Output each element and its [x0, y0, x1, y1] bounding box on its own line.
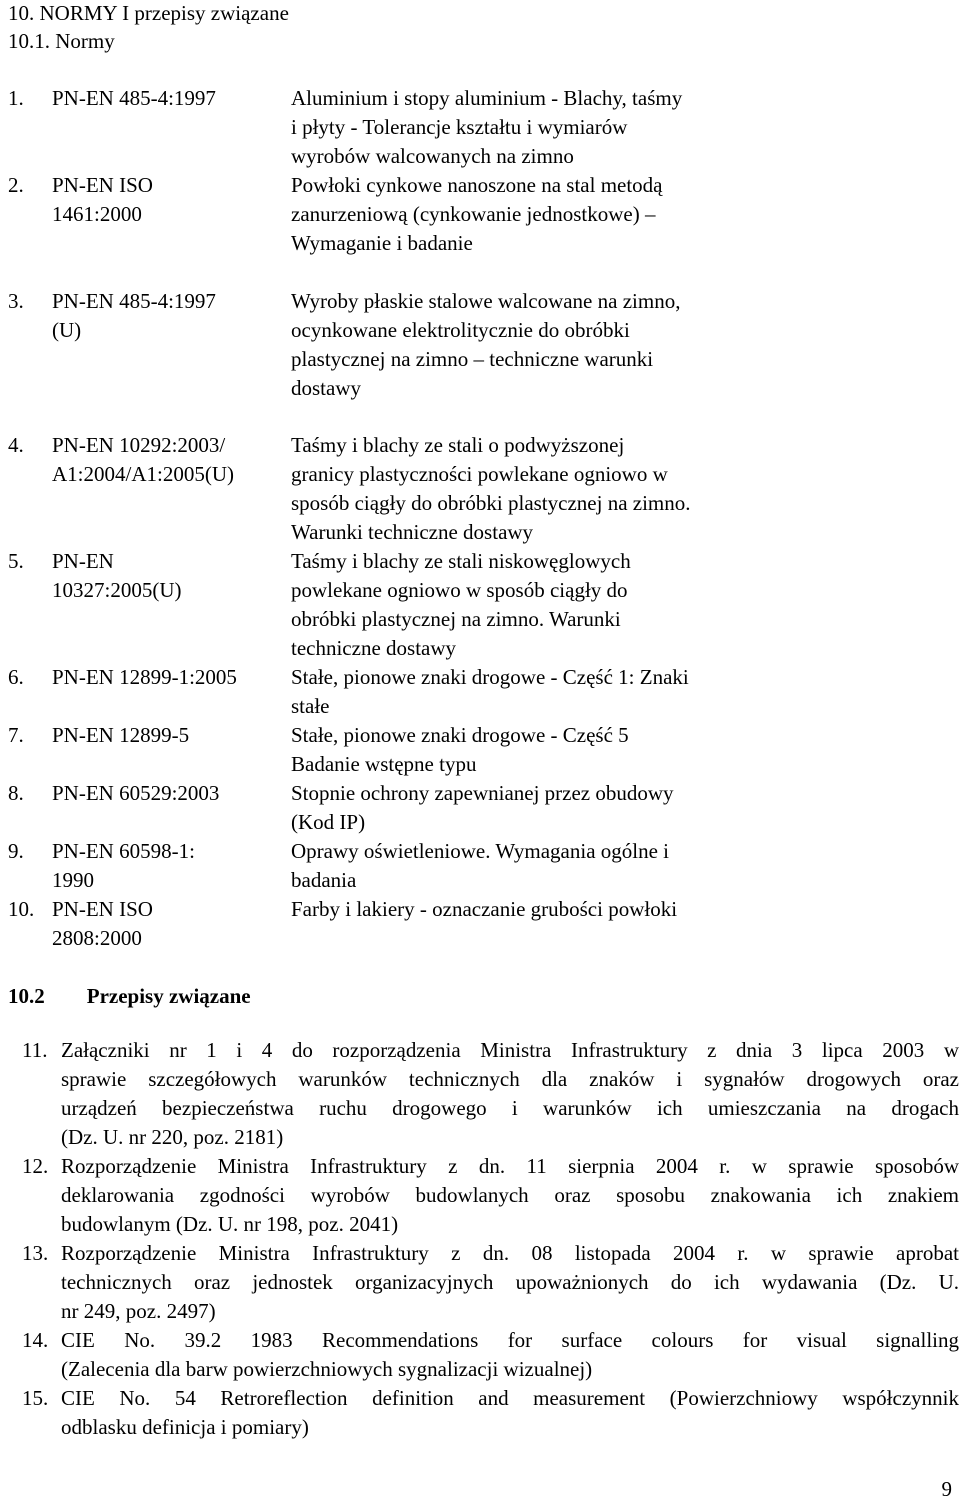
norm-number: 1. — [8, 86, 24, 110]
norm-number: 10. — [8, 897, 35, 921]
norm-description-line: Farby i lakiery - oznaczanie grubości powłoki — [291, 897, 678, 921]
norm-description-line: plastycznej na zimno – techniczne warunki — [291, 347, 654, 371]
regulation-line: Rozporządzenie Ministra Infrastruktury z dn. 08 listopada 2004 r. w sprawie aprobat — [61, 1241, 959, 1265]
norm-number: 5. — [8, 549, 24, 573]
norm-code — [52, 779, 288, 808]
subsection-title-norms: 10.1. Normy — [8, 29, 115, 53]
norm-number: 3. — [8, 289, 24, 313]
norm-code — [52, 287, 288, 345]
regulation-number: 15. — [22, 1386, 49, 1410]
norm-code-line: PN-EN 60529:2003 — [52, 781, 220, 805]
subsection-label: Przepisy związane — [86, 984, 251, 1008]
norm-description-line: zanurzeniową (cynkowanie jednostkowe) – — [291, 202, 656, 226]
norm-number: 4. — [8, 433, 24, 457]
norm-code — [52, 547, 288, 605]
regulation-line: urządzeń bezpieczeństwa ruchu drogowego i warunków ich umieszczania na drogach — [61, 1096, 959, 1120]
section-title: 10. NORMY I przepisy związane — [8, 1, 289, 25]
norm-description-line: Badanie wstępne typu — [291, 752, 477, 776]
norm-description — [291, 721, 781, 779]
norm-description-line: wyrobów walcowanych na zimno — [291, 144, 574, 168]
norm-code-line: 1990 — [52, 868, 94, 892]
norm-description — [291, 84, 781, 171]
regulation-text — [61, 1326, 959, 1384]
norm-description-line: granicy plastyczności powlekane ogniowo w — [291, 462, 668, 486]
norm-code — [52, 84, 288, 113]
regulation-line: nr 249, poz. 2497) — [61, 1299, 216, 1323]
norm-code-line: 1461:2000 — [52, 202, 142, 226]
norm-description — [291, 895, 781, 924]
norm-code-line: PN-EN — [52, 549, 114, 573]
norm-code-line: PN-EN 12899-5 — [52, 723, 190, 747]
norm-description-line: Stopnie ochrony zapewnianej przez obudowy — [291, 781, 674, 805]
norm-description-line: Powłoki cynkowe nanoszone na stal metodą — [291, 173, 663, 197]
subsection-number: 10.2 — [8, 984, 45, 1008]
norm-code-line: A1:2004/A1:2005(U) — [52, 462, 234, 486]
norm-description-line: ocynkowane elektrolitycznie do obróbki — [291, 318, 630, 342]
norm-description — [291, 663, 781, 721]
regulation-line: CIE No. 54 Retroreflection definition and measurement (Powierzchniowy współczynnik — [61, 1386, 959, 1410]
norm-description-line: Oprawy oświetleniowe. Wymagania ogólne i — [291, 839, 669, 863]
regulation-number: 13. — [22, 1241, 49, 1265]
norm-description — [291, 547, 781, 663]
norm-description-line: Taśmy i blachy ze stali niskowęglowych — [291, 549, 631, 573]
regulation-line: Rozporządzenie Ministra Infrastruktury z dn. 11 sierpnia 2004 r. w sprawie sposobów — [61, 1154, 959, 1178]
norm-description — [291, 287, 781, 403]
norm-description-line: dostawy — [291, 376, 361, 400]
regulation-line: CIE No. 39.2 1983 Recommendations for surface colours for visual signalling — [61, 1328, 959, 1352]
regulation-line: (Zalecenia dla barw powierzchniowych sygnalizacji wizualnej) — [61, 1357, 593, 1381]
norm-code — [52, 721, 288, 750]
norm-code-line: PN-EN ISO — [52, 173, 153, 197]
regulation-line: odblasku definicja i pomiary) — [61, 1415, 309, 1439]
norm-description-line: Aluminium i stopy aluminium - Blachy, taśmy — [291, 86, 683, 110]
norm-code-line: PN-EN 10292:2003/ — [52, 433, 226, 457]
norm-description-line: Stałe, pionowe znaki drogowe - Część 1: Znaki — [291, 665, 689, 689]
norm-number: 8. — [8, 781, 24, 805]
norm-code — [52, 171, 288, 229]
norm-number: 2. — [8, 173, 24, 197]
norm-description-line: stałe — [291, 694, 330, 718]
norm-code-line: PN-EN 12899-1:2005 — [52, 665, 237, 689]
regulation-number: 11. — [22, 1038, 48, 1062]
norm-code-line: 10327:2005(U) — [52, 578, 182, 602]
norm-description-line: sposób ciągły do obróbki plastycznej na zimno. — [291, 491, 691, 515]
norm-description-line: techniczne dostawy — [291, 636, 457, 660]
regulation-line: sprawie szczegółowych warunków technicznych dla znaków i sygnałów drogowych oraz — [61, 1067, 959, 1091]
norm-description-line: i płyty - Tolerancje kształtu i wymiarów — [291, 115, 628, 139]
norm-code-line: PN-EN ISO — [52, 897, 153, 921]
regulation-line: Załączniki nr 1 i 4 do rozporządzenia Ministra Infrastruktury z dnia 3 lipca 2003 w — [61, 1038, 959, 1062]
regulation-text — [61, 1036, 959, 1152]
regulation-number: 14. — [22, 1328, 49, 1352]
norm-code-line: (U) — [52, 318, 82, 342]
norm-description-line: Warunki techniczne dostawy — [291, 520, 534, 544]
norm-description-line: Wyroby płaskie stalowe walcowane na zimno, — [291, 289, 681, 313]
norm-code-line: PN-EN 485-4:1997 — [52, 86, 216, 110]
norm-description-line: powlekane ogniowo w sposób ciągły do — [291, 578, 628, 602]
norm-code-line: 2808:2000 — [52, 926, 142, 950]
subsection-title-regulations — [8, 982, 251, 1011]
regulation-line: technicznych oraz jednostek organizacyjnych upoważnionych do ich wydawania (Dz. U. — [61, 1270, 959, 1294]
regulation-line: deklarowania zgodności wyrobów budowlanych oraz sposobu znakowania ich znakiem — [61, 1183, 959, 1207]
norm-code — [52, 837, 288, 895]
norm-description-line: Wymaganie i badanie — [291, 231, 473, 255]
norm-description — [291, 171, 781, 258]
norm-code — [52, 431, 288, 489]
norm-description-line: Taśmy i blachy ze stali o podwyższonej — [291, 433, 625, 457]
norm-description — [291, 431, 781, 547]
norm-code — [52, 895, 288, 953]
norm-description — [291, 837, 781, 895]
norm-description-line: Stałe, pionowe znaki drogowe - Część 5 — [291, 723, 629, 747]
norm-number: 6. — [8, 665, 24, 689]
norm-code-line: PN-EN 485-4:1997 — [52, 289, 216, 313]
regulation-text — [61, 1384, 959, 1442]
norm-number: 9. — [8, 839, 24, 863]
page-number: 9 — [941, 1477, 952, 1501]
norm-number: 7. — [8, 723, 24, 747]
regulation-text — [61, 1239, 959, 1326]
norm-description-line: obróbki plastycznej na zimno. Warunki — [291, 607, 621, 631]
norm-description — [291, 779, 781, 837]
norm-code — [52, 663, 288, 692]
regulation-line: (Dz. U. nr 220, poz. 2181) — [61, 1125, 284, 1149]
norm-description-line: (Kod IP) — [291, 810, 366, 834]
norm-code-line: PN-EN 60598-1: — [52, 839, 195, 863]
regulation-number: 12. — [22, 1154, 49, 1178]
regulation-line: budowlanym (Dz. U. nr 198, poz. 2041) — [61, 1212, 399, 1236]
norm-description-line: badania — [291, 868, 357, 892]
regulation-text — [61, 1152, 959, 1239]
